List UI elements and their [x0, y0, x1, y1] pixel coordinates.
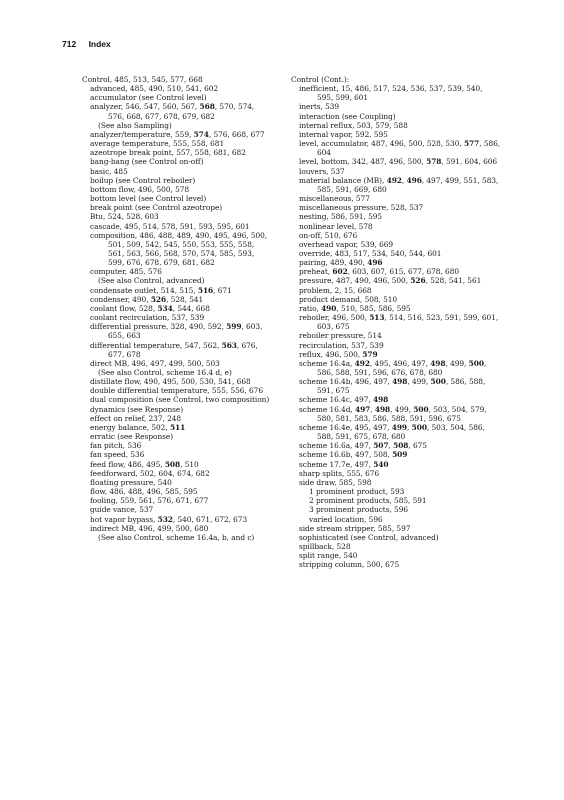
- index-page-ref-primary: 492: [354, 358, 370, 368]
- index-entry-text: differential pressure, 328, 490, 592,: [90, 322, 227, 332]
- index-entry: [291, 350, 501, 359]
- index-entry-text: direct MB, 496, 497, 499, 500, 503: [90, 358, 220, 368]
- index-page-ref-primary: 534: [157, 303, 173, 313]
- index-entry: [82, 304, 272, 313]
- index-entry-text: split range, 540: [299, 551, 358, 561]
- index-entry: [291, 460, 501, 469]
- index-page-ref-primary: 496: [367, 258, 383, 268]
- index-entry-text: , 603, 655, 663: [108, 322, 263, 341]
- index-entry: [82, 341, 272, 359]
- index-entry: [82, 450, 272, 459]
- index-entry-text: scheme 17.7e, 497,: [299, 459, 374, 469]
- index-entry-text: double differential temperature, 555, 556, 676: [90, 386, 263, 396]
- index-entry-text: azeotrope break point, 557, 558, 681, 682: [90, 148, 246, 158]
- index-entry-text: level, bottom, 342, 487, 496, 500,: [299, 157, 427, 167]
- index-entry-text: on-off, 510, 676: [299, 230, 358, 240]
- index-entry-text: scheme 16.4a,: [299, 358, 355, 368]
- index-entry: [82, 487, 272, 496]
- index-entry-text: nesting, 586, 591, 595: [299, 212, 383, 222]
- index-entry: [291, 203, 501, 212]
- index-entry: [82, 148, 272, 157]
- index-entry: [291, 331, 501, 340]
- page-running-title: Index: [88, 39, 111, 49]
- index-entry: [291, 313, 501, 331]
- index-entry-text: 2 prominent products, 585, 591: [309, 496, 427, 506]
- index-entry-text: feedforward, 502, 604, 674, 682: [90, 468, 210, 478]
- index-entry-text: dynamics (see Response): [90, 404, 184, 414]
- index-entry: [82, 231, 272, 268]
- index-entry-text: Control (Cont.):: [291, 75, 350, 84]
- index-entry: [291, 167, 501, 176]
- index-entry-text: internal reflux, 503, 579, 588: [299, 120, 408, 130]
- index-page-ref-primary: 500: [413, 404, 429, 414]
- index-page-ref-primary: 508: [164, 459, 181, 469]
- index-entry-text: , 570, 574, 576, 668, 677, 678, 679, 682: [108, 102, 255, 121]
- index-entry-text: differential temperature, 547, 562,: [90, 340, 222, 350]
- index-entry-text: interaction (see Coupling): [299, 111, 396, 121]
- index-entry: [291, 359, 501, 377]
- index-entry-text: miscellaneous pressure, 528, 537: [299, 203, 424, 213]
- index-entry: [82, 286, 272, 295]
- page-header: [62, 39, 111, 49]
- index-entry: [291, 249, 501, 258]
- index-entry: [82, 222, 272, 231]
- index-entry-text: preheat,: [299, 267, 333, 277]
- index-entry-text: , 586, 588, 591, 675: [317, 377, 486, 396]
- index-entry: [291, 542, 501, 551]
- index-entry-text: ratio,: [299, 303, 322, 313]
- index-entry-text: , 528, 541: [166, 294, 204, 304]
- index-entry-text: overhead vapor, 539, 669: [299, 239, 394, 249]
- index-entry-text: reflux, 496, 500,: [299, 349, 363, 359]
- index-page-ref-primary: 500: [430, 377, 446, 387]
- index-entry-text: spillback, 528: [299, 541, 351, 551]
- index-entry: [291, 258, 501, 267]
- index-entry-text: condenser, 490,: [90, 294, 151, 304]
- index-entry-text: nonlinear level, 578: [299, 221, 373, 231]
- index-entry-text: pressure, 487, 490, 496, 500,: [299, 276, 411, 286]
- index-entry-text: scheme 16.4e, 495, 497,: [299, 422, 392, 432]
- index-page-ref-primary: 498: [374, 404, 391, 414]
- index-entry-text: condensate outlet, 514, 515,: [90, 285, 198, 295]
- index-entry: [291, 75, 501, 84]
- index-entry-text: override, 483, 517, 534, 540, 544, 601: [299, 248, 442, 258]
- index-entry-text: , 586, 604: [317, 139, 501, 158]
- index-entry-text: ,: [370, 404, 375, 414]
- index-entry: [82, 524, 272, 533]
- index-entry: [82, 414, 272, 423]
- index-entry: [82, 533, 272, 542]
- index-entry: [82, 157, 272, 166]
- index-page-ref-primary: 490: [321, 303, 337, 313]
- index-entry-text: ,: [388, 441, 394, 451]
- index-entry-text: (See also Control, scheme 16.4 d, e): [98, 368, 232, 377]
- index-entry: [291, 222, 501, 231]
- index-entry: [291, 377, 501, 395]
- index-entry-text: fooling, 559, 561, 576, 671, 677: [90, 496, 209, 506]
- index-entry: [291, 524, 501, 533]
- index-entry-text: material balance (MB),: [299, 175, 387, 185]
- index-entry: [82, 432, 272, 441]
- index-entry: [291, 267, 501, 276]
- index-entry: [291, 176, 501, 194]
- index-entry: [291, 121, 501, 130]
- index-entry-text: , 671: [213, 285, 232, 295]
- index-entry-text: inerts, 539: [299, 102, 340, 112]
- index-entry: [82, 203, 272, 212]
- index-entry-text: 1 prominent product, 593: [309, 487, 405, 497]
- index-entry-text: bang-bang (see Control on-off): [90, 157, 204, 167]
- index-entry-text: feed flow, 486, 495,: [90, 459, 165, 469]
- index-entry-text: side draw, 585, 598: [299, 477, 372, 487]
- index-page-ref-primary: 498: [372, 395, 389, 405]
- index-entry-text: flow, 486, 488, 496, 585, 595: [90, 487, 198, 497]
- index-entry-text: , 676, 677, 678: [108, 340, 258, 359]
- index-entry-text: sophisticated (see Control, advanced): [299, 532, 439, 542]
- index-entry: [82, 93, 272, 102]
- index-entry-text: , 675: [408, 441, 427, 451]
- index-page-ref-primary: 513: [369, 313, 385, 323]
- index-entry: [82, 267, 272, 276]
- index-entry: [291, 478, 501, 487]
- index-page-ref-primary: 509: [392, 450, 408, 460]
- index-entry: [82, 368, 272, 377]
- index-entry: [291, 276, 501, 285]
- index-entry-text: , 540, 671, 672, 673: [172, 514, 248, 524]
- index-entry: [82, 313, 272, 322]
- index-entry: [82, 102, 272, 120]
- index-entry: [291, 112, 501, 121]
- index-entry-text: reboiler pressure, 514: [299, 331, 382, 341]
- index-entry: [291, 515, 501, 524]
- index-page-ref-primary: 497: [354, 404, 371, 414]
- index-page-ref-primary: 532: [157, 514, 173, 524]
- index-entry-text: coolant flow, 528,: [90, 303, 158, 313]
- index-entry-text: recirculation, 537, 539: [299, 340, 384, 350]
- index-entry: [82, 121, 272, 130]
- index-entry-text: internal vapor, 592, 595: [299, 129, 388, 139]
- index-entry-text: energy balance, 502,: [90, 422, 170, 432]
- index-entry-text: level, accumulator, 487, 496, 500, 528, 530,: [299, 139, 464, 149]
- index-entry-text: dual composition (see Control, two composition): [90, 395, 270, 405]
- index-entry: [291, 487, 501, 496]
- index-entry: [291, 505, 501, 514]
- index-entry-text: accumulator (see Control level): [90, 93, 207, 103]
- index-entry-text: scheme 16.6a, 497,: [299, 441, 374, 451]
- index-page-ref-primary: 579: [362, 349, 378, 359]
- index-entry-text: , 499,: [407, 377, 431, 387]
- index-entry-text: 3 prominent products, 596: [309, 505, 409, 515]
- index-entry-text: side stream stripper, 585, 597: [299, 523, 411, 533]
- index-entry-text: , 503, 504, 579, 580, 581, 583, 586, 588, 591, 596, 675: [317, 404, 487, 423]
- index-page-ref-primary: 492: [386, 175, 402, 185]
- index-page-ref-primary: 498: [430, 358, 446, 368]
- index-entry: [82, 478, 272, 487]
- index-entry: [291, 395, 501, 404]
- page-number: 712: [62, 39, 77, 49]
- index-entry-text: pairing, 489, 490,: [299, 258, 368, 268]
- index-entry: [82, 295, 272, 304]
- index-entry: [291, 551, 501, 560]
- index-entry-text: indirect MB, 496, 499, 500, 680: [90, 523, 209, 533]
- index-page-ref-primary: 540: [373, 459, 389, 469]
- index-entry-text: sharp splits, 555, 676: [299, 468, 380, 478]
- index-page-ref-primary: 563: [221, 340, 237, 350]
- index-page-ref-primary: 578: [426, 157, 442, 167]
- index-entry-text: , 603, 607, 615, 677, 678, 680: [347, 267, 460, 277]
- index-entry: [291, 295, 501, 304]
- index-entry-text: erratic (see Response): [90, 432, 174, 442]
- index-entry: [82, 395, 272, 404]
- index-entry: [291, 157, 501, 166]
- index-page-ref-primary: 499: [391, 422, 408, 432]
- index-entry-text: , 503, 504, 586, 588, 591, 675, 678, 680: [317, 422, 485, 442]
- index-entry: [291, 231, 501, 240]
- index-entry-text: , 497, 499, 551, 583, 585, 591, 669, 680: [317, 175, 499, 194]
- index-page-ref-primary: 500: [468, 358, 484, 368]
- index-page-ref-primary: 602: [332, 267, 348, 277]
- index-entry: [82, 377, 272, 386]
- index-entry: [82, 405, 272, 414]
- index-page-ref-primary: 500: [411, 422, 427, 432]
- index-entry-text: advanced, 485, 490, 510, 541, 602: [90, 84, 219, 94]
- index-entry: [82, 505, 272, 514]
- index-entry-text: (See also Sampling): [98, 120, 172, 130]
- index-entry-text: problem, 2, 15, 668: [299, 285, 372, 295]
- index-entry-text: , 528, 541, 561: [425, 276, 482, 286]
- index-entry-text: , 510, 585, 586, 595: [336, 303, 411, 313]
- index-page-ref-primary: 574: [193, 129, 209, 139]
- index-entry: [82, 423, 272, 432]
- index-entry: [291, 286, 501, 295]
- index-entry-text: (See also Control, advanced): [98, 276, 205, 286]
- index-entry: [291, 441, 501, 450]
- index-entry: [291, 405, 501, 423]
- index-page-ref-primary: 496: [406, 175, 422, 185]
- index-entry-text: scheme 16.4d,: [299, 404, 355, 414]
- index-entry: [82, 176, 272, 185]
- index-entry-text: basic, 485: [90, 166, 128, 176]
- index-entry: [291, 450, 501, 459]
- index-entry: [291, 84, 501, 102]
- index-entry: [82, 185, 272, 194]
- index-entry: [291, 102, 501, 111]
- index-entry-text: bottom level (see Control level): [90, 194, 207, 204]
- index-entry-text: reboiler, 496, 500,: [299, 313, 370, 323]
- index-entry-text: fan speed, 536: [90, 450, 145, 460]
- index-column-left: [82, 75, 272, 542]
- index-entry: [291, 341, 501, 350]
- index-entry-text: , 510: [180, 459, 199, 469]
- index-entry-text: boilup (see Control reboiler): [90, 175, 196, 185]
- index-entry: [82, 276, 272, 285]
- index-entry-text: break point (see Control azeotrope): [90, 203, 223, 213]
- index-entry-text: (See also Control, scheme 16.4a, b, and c): [98, 532, 255, 542]
- index-entry-text: inefficient, 15, 486, 517, 524, 536, 537, 539, 540, 595, 599, 601: [299, 84, 483, 103]
- index-entry: [291, 194, 501, 203]
- index-entry: [291, 240, 501, 249]
- index-entry-text: scheme 16.6b, 497, 508,: [299, 450, 393, 460]
- index-entry-text: computer, 485, 576: [90, 267, 162, 277]
- index-entry: [291, 304, 501, 313]
- index-column-right: [291, 75, 501, 569]
- index-entry-text: , 586, 588, 591, 596, 676, 678, 680: [317, 358, 487, 377]
- index-entry-text: analyzer, 546, 547, 560, 567,: [90, 102, 200, 112]
- index-entry: [82, 469, 272, 478]
- index-entry: [291, 560, 501, 569]
- index-page-ref-primary: 526: [410, 276, 426, 286]
- index-page-ref-primary: 511: [169, 422, 186, 432]
- index-entry: [291, 212, 501, 221]
- index-entry-text: ,: [407, 422, 412, 432]
- index-page-ref-primary: 526: [150, 294, 167, 304]
- index-entry-text: floating pressure, 540: [90, 477, 172, 487]
- index-entry: [82, 130, 272, 139]
- index-entry-text: ,: [401, 175, 407, 185]
- index-page-ref-primary: 507: [373, 441, 389, 451]
- index-entry-text: composition, 486, 488, 489, 490, 495, 496, 500, 501, 509, 542, 545, 550, 553, 555, 558, 561, 563, 566, 568, 570, 574, 585, 593, 599, 676, 678, 679, 681, 682: [90, 230, 268, 268]
- index-entry: [82, 441, 272, 450]
- index-entry-text: , 499,: [390, 404, 414, 414]
- index-entry-text: , 544, 668: [172, 303, 210, 313]
- index-entry: [82, 194, 272, 203]
- index-page-ref-primary: 508: [393, 441, 409, 451]
- index-entry: [82, 167, 272, 176]
- index-entry: [291, 423, 501, 441]
- index-entry-text: , 576, 668, 677: [208, 129, 265, 139]
- index-entry: [291, 469, 501, 478]
- index-entry-text: scheme 16.4c, 497,: [299, 395, 373, 405]
- index-entry-text: bottom flow, 496, 500, 578: [90, 184, 190, 194]
- index-entry: [291, 139, 501, 157]
- index-entry: [82, 322, 272, 340]
- index-entry-text: Control, 485, 513, 545, 577, 668: [82, 75, 203, 84]
- index-entry: [82, 139, 272, 148]
- index-page-ref-primary: 516: [197, 285, 214, 295]
- index-page-ref-primary: 568: [199, 102, 215, 112]
- index-entry: [82, 496, 272, 505]
- index-entry-text: effect on relief, 237, 248: [90, 413, 182, 423]
- index-entry-text: hot vapor bypass,: [90, 514, 158, 524]
- index-entry-text: louvers, 537: [299, 166, 345, 176]
- index-entry-text: miscellaneous, 577: [299, 194, 370, 204]
- index-entry-text: cascade, 495, 514, 578, 591, 593, 595, 601: [90, 221, 250, 231]
- index-entry: [82, 75, 272, 84]
- index-entry: [291, 130, 501, 139]
- index-entry: [82, 386, 272, 395]
- index-entry-text: average temperature, 555, 558, 681: [90, 139, 225, 149]
- index-entry: [82, 359, 272, 368]
- index-entry-text: scheme 16.4b, 496, 497,: [299, 377, 393, 387]
- index-entry-text: coolant recirculation, 537, 539: [90, 313, 205, 323]
- index-entry-text: guide vance, 537: [90, 505, 154, 515]
- index-entry-text: , 499,: [445, 358, 469, 368]
- index-entry-text: distillate flow, 490, 495, 500, 530, 541, 668: [90, 377, 251, 387]
- index-entry-text: analyzer/temperature, 559,: [90, 129, 194, 139]
- index-entry: [82, 460, 272, 469]
- index-entry: [82, 515, 272, 524]
- index-entry: [82, 84, 272, 93]
- index-entry-text: fan pitch, 536: [90, 441, 142, 451]
- index-entry-text: product demand, 508, 510: [299, 294, 398, 304]
- index-page-ref-primary: 599: [226, 322, 242, 332]
- index-entry-text: varied location, 596: [309, 514, 383, 524]
- index-entry-text: , 514, 516, 523, 591, 599, 601, 603, 675: [317, 313, 499, 332]
- index-entry-text: , 495, 496, 497,: [369, 358, 431, 368]
- index-entry-text: stripping column, 500, 675: [299, 560, 400, 570]
- index-page-ref-primary: 498: [392, 377, 408, 387]
- index-entry: [291, 496, 501, 505]
- index-entry-text: , 591, 604, 606: [441, 157, 498, 167]
- index-entry: [291, 533, 501, 542]
- index-entry: [82, 212, 272, 221]
- index-entry-text: Btu, 524, 528, 603: [90, 212, 159, 222]
- index-page-ref-primary: 577: [463, 139, 480, 149]
